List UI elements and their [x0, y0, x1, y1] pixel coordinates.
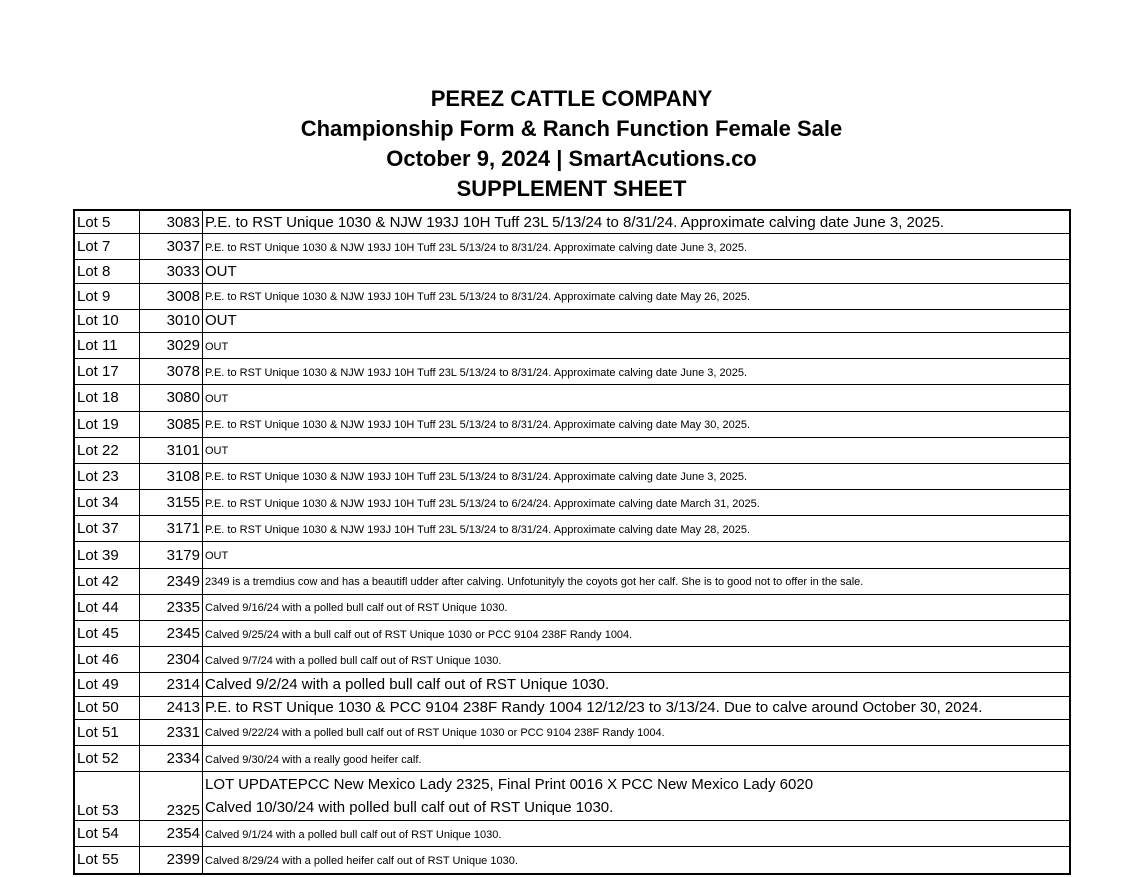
description-cell: P.E. to RST Unique 1030 & NJW 193J 10H Tuff 23L 5/13/24 to 6/24/24. Approximate calving date March 31, 2025. [203, 490, 1071, 516]
lot-cell: Lot 54 [74, 821, 140, 847]
lot-cell: Lot 42 [74, 568, 140, 594]
table-row [74, 234, 1070, 260]
description-cell: OUT [203, 332, 1071, 358]
description-cell: Calved 9/1/24 with a polled bull calf out of RST Unique 1030. [203, 821, 1071, 847]
description-cell: OUT [203, 260, 1071, 283]
table-row [74, 847, 1070, 874]
table-row [74, 696, 1070, 719]
description-cell: Calved 9/7/24 with a polled bull calf out of RST Unique 1030. [203, 647, 1071, 673]
description-cell: Calved 9/16/24 with a polled bull calf out of RST Unique 1030. [203, 594, 1071, 620]
lot-cell: Lot 55 [74, 847, 140, 874]
table-row [74, 437, 1070, 463]
description-cell: OUT [203, 437, 1071, 463]
table-row [74, 385, 1070, 411]
table-row [74, 621, 1070, 647]
id-cell: 3078 [140, 359, 203, 385]
description-cell: Calved 9/2/24 with a polled bull calf out of RST Unique 1030. [203, 673, 1071, 696]
lot-cell: Lot 17 [74, 359, 140, 385]
description-cell: Calved 9/22/24 with a polled bull calf out of RST Unique 1030 or PCC 9104 238F Randy 1004. [203, 719, 1071, 745]
description-cell: P.E. to RST Unique 1030 & NJW 193J 10H Tuff 23L 5/13/24 to 8/31/24. Approximate calving date May 30, 2025. [203, 411, 1071, 437]
table-row [74, 283, 1070, 309]
description-cell: Calved 9/25/24 with a bull calf out of RST Unique 1030 or PCC 9104 238F Randy 1004. [203, 621, 1071, 647]
id-cell: 3085 [140, 411, 203, 437]
lot-cell: Lot 51 [74, 719, 140, 745]
lot-cell: Lot 11 [74, 332, 140, 358]
description-cell: P.E. to RST Unique 1030 & NJW 193J 10H Tuff 23L 5/13/24 to 8/31/24. Approximate calving date June 3, 2025. [203, 463, 1071, 489]
description-cell: P.E. to RST Unique 1030 & PCC 9104 238F Randy 1004 12/12/23 to 3/13/24. Due to calve around October 30, 2024. [203, 696, 1071, 719]
id-cell: 3080 [140, 385, 203, 411]
table-row [74, 516, 1070, 542]
id-cell: 3083 [140, 210, 203, 234]
lot-cell: Lot 37 [74, 516, 140, 542]
table-row [74, 490, 1070, 516]
lot-cell: Lot 44 [74, 594, 140, 620]
description-cell: OUT [203, 542, 1071, 568]
id-cell: 3101 [140, 437, 203, 463]
lot-cell: Lot 5 [74, 210, 140, 234]
lot-cell: Lot 10 [74, 309, 140, 332]
id-cell: 3037 [140, 234, 203, 260]
table-row [74, 411, 1070, 437]
table-row [74, 309, 1070, 332]
table-row [74, 568, 1070, 594]
table-row [74, 359, 1070, 385]
table-row [74, 332, 1070, 358]
table-row [74, 210, 1070, 234]
lot-cell: Lot 18 [74, 385, 140, 411]
table-row [74, 719, 1070, 745]
table-row [74, 594, 1070, 620]
id-cell: 2349 [140, 568, 203, 594]
description-cell: P.E. to RST Unique 1030 & NJW 193J 10H Tuff 23L 5/13/24 to 8/31/24. Approximate calving date June 3, 2025. [203, 210, 1071, 234]
lot-cell: Lot 46 [74, 647, 140, 673]
description-cell: OUT [203, 309, 1071, 332]
description-cell: Calved 8/29/24 with a polled heifer calf out of RST Unique 1030. [203, 847, 1071, 874]
lot-cell: Lot 49 [74, 673, 140, 696]
id-cell: 2314 [140, 673, 203, 696]
lot-cell: Lot 23 [74, 463, 140, 489]
table-row [74, 745, 1070, 771]
table-row [74, 673, 1070, 696]
id-cell: 2334 [140, 745, 203, 771]
lot-cell: Lot 8 [74, 260, 140, 283]
company-name: PEREZ CATTLE COMPANY [430, 86, 713, 111]
description-cell: P.E. to RST Unique 1030 & NJW 193J 10H Tuff 23L 5/13/24 to 8/31/24. Approximate calving date May 26, 2025. [203, 283, 1071, 309]
supplement-table [73, 209, 1071, 875]
id-cell: 3108 [140, 463, 203, 489]
id-cell: 3155 [140, 490, 203, 516]
description-cell: P.E. to RST Unique 1030 & NJW 193J 10H Tuff 23L 5/13/24 to 8/31/24. Approximate calving date June 3, 2025. [203, 359, 1071, 385]
id-cell: 3171 [140, 516, 203, 542]
id-cell: 2325 [140, 772, 203, 821]
table-row [74, 772, 1070, 821]
id-cell: 2354 [140, 821, 203, 847]
lot-update-line: LOT UPDATEPCC New Mexico Lady 2325, Final Print 0016 X PCC New Mexico Lady 6020 [205, 776, 814, 794]
description-cell: P.E. to RST Unique 1030 & NJW 193J 10H Tuff 23L 5/13/24 to 8/31/24. Approximate calving date May 28, 2025. [203, 516, 1071, 542]
calving-line: Calved 10/30/24 with polled bull calf out of RST Unique 1030. [205, 799, 614, 817]
lot-cell: Lot 52 [74, 745, 140, 771]
table-row [74, 542, 1070, 568]
id-cell: 3010 [140, 309, 203, 332]
id-cell: 2331 [140, 719, 203, 745]
table-row [74, 647, 1070, 673]
id-cell: 2335 [140, 594, 203, 620]
lot-cell: Lot 45 [74, 621, 140, 647]
sale-date-site: October 9, 2024 | SmartAcutions.co [386, 146, 757, 171]
id-cell: 3033 [140, 260, 203, 283]
id-cell: 2413 [140, 696, 203, 719]
lot-cell: Lot 19 [74, 411, 140, 437]
lot-cell: Lot 39 [74, 542, 140, 568]
description-cell: P.E. to RST Unique 1030 & NJW 193J 10H Tuff 23L 5/13/24 to 8/31/24. Approximate calving date June 3, 2025. [203, 234, 1071, 260]
id-cell: 3008 [140, 283, 203, 309]
description-cell [203, 772, 1071, 821]
description-cell: Calved 9/30/24 with a really good heifer calf. [203, 745, 1071, 771]
description-cell: 2349 is a tremdius cow and has a beautifl udder after calving. Unfotunityly the coyots got her calf. She is to good not to offer in the sale. [203, 568, 1071, 594]
lot-cell: Lot 50 [74, 696, 140, 719]
id-cell: 2399 [140, 847, 203, 874]
lot-cell: Lot 7 [74, 234, 140, 260]
lot-cell: Lot 9 [74, 283, 140, 309]
table-row [74, 463, 1070, 489]
lot-cell: Lot 53 [74, 772, 140, 821]
description-cell: OUT [203, 385, 1071, 411]
id-cell: 2304 [140, 647, 203, 673]
sheet-header [0, 84, 1138, 204]
id-cell: 2345 [140, 621, 203, 647]
sale-name: Championship Form & Ranch Function Female Sale [300, 116, 843, 141]
id-cell: 3029 [140, 332, 203, 358]
lot-cell: Lot 22 [74, 437, 140, 463]
table-row [74, 821, 1070, 847]
id-cell: 3179 [140, 542, 203, 568]
lot-cell: Lot 34 [74, 490, 140, 516]
table-row [74, 260, 1070, 283]
sheet-title: SUPPLEMENT SHEET [456, 176, 687, 201]
